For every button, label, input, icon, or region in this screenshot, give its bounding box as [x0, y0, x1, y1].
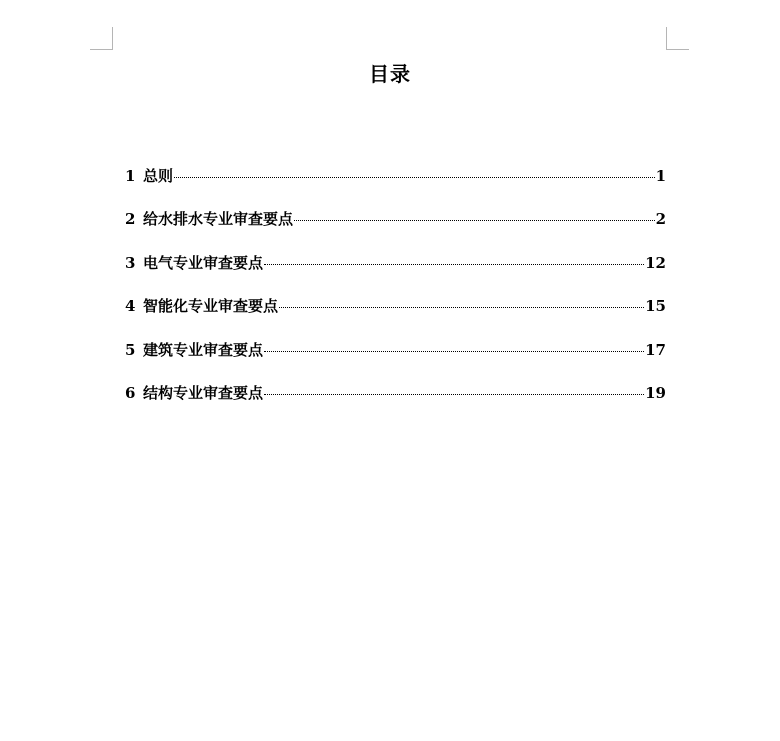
toc-dot-leader [294, 220, 655, 221]
toc-entry[interactable] [125, 339, 666, 382]
toc-entry-page[interactable]: 19 [645, 383, 666, 402]
toc-entry-number: 5 [125, 340, 136, 359]
toc-entry[interactable] [125, 165, 666, 208]
toc-dot-leader [279, 307, 644, 308]
toc-entry-number: 3 [125, 253, 136, 272]
toc-entry[interactable] [125, 295, 666, 338]
margin-corner-mark-top-right [666, 27, 689, 50]
toc-dot-leader [264, 394, 644, 395]
toc-entry[interactable] [125, 208, 666, 251]
toc-entry-title[interactable]: 结构专业审查要点 [143, 383, 264, 402]
toc-entry-page[interactable]: 1 [655, 167, 666, 185]
toc-entry-number: 4 [125, 297, 136, 316]
toc-title: 目录 [369, 62, 411, 86]
toc-entry-title[interactable]: 建筑专业审查要点 [143, 340, 264, 359]
toc-dot-leader [264, 264, 644, 265]
toc-entry-title[interactable]: 给水排水专业审查要点 [143, 210, 294, 229]
toc-entry-number: 1 [125, 167, 136, 185]
toc-entry-number: 6 [125, 383, 136, 402]
table-of-contents [125, 165, 666, 425]
toc-entry-page[interactable]: 2 [655, 210, 666, 229]
toc-entry[interactable] [125, 382, 666, 425]
toc-entry-title[interactable]: 总则 [143, 167, 174, 185]
toc-entry-page[interactable]: 17 [645, 340, 666, 359]
toc-dot-leader [264, 351, 644, 352]
toc-dot-leader [174, 177, 655, 178]
toc-entry-title[interactable]: 智能化专业审查要点 [143, 297, 279, 316]
toc-entry[interactable] [125, 252, 666, 295]
toc-entry-page[interactable]: 12 [645, 253, 666, 272]
margin-corner-mark-top-left [90, 27, 113, 50]
toc-entry-page[interactable]: 15 [645, 297, 666, 316]
toc-entry-number: 2 [125, 210, 136, 229]
toc-entry-title[interactable]: 电气专业审查要点 [143, 253, 264, 272]
